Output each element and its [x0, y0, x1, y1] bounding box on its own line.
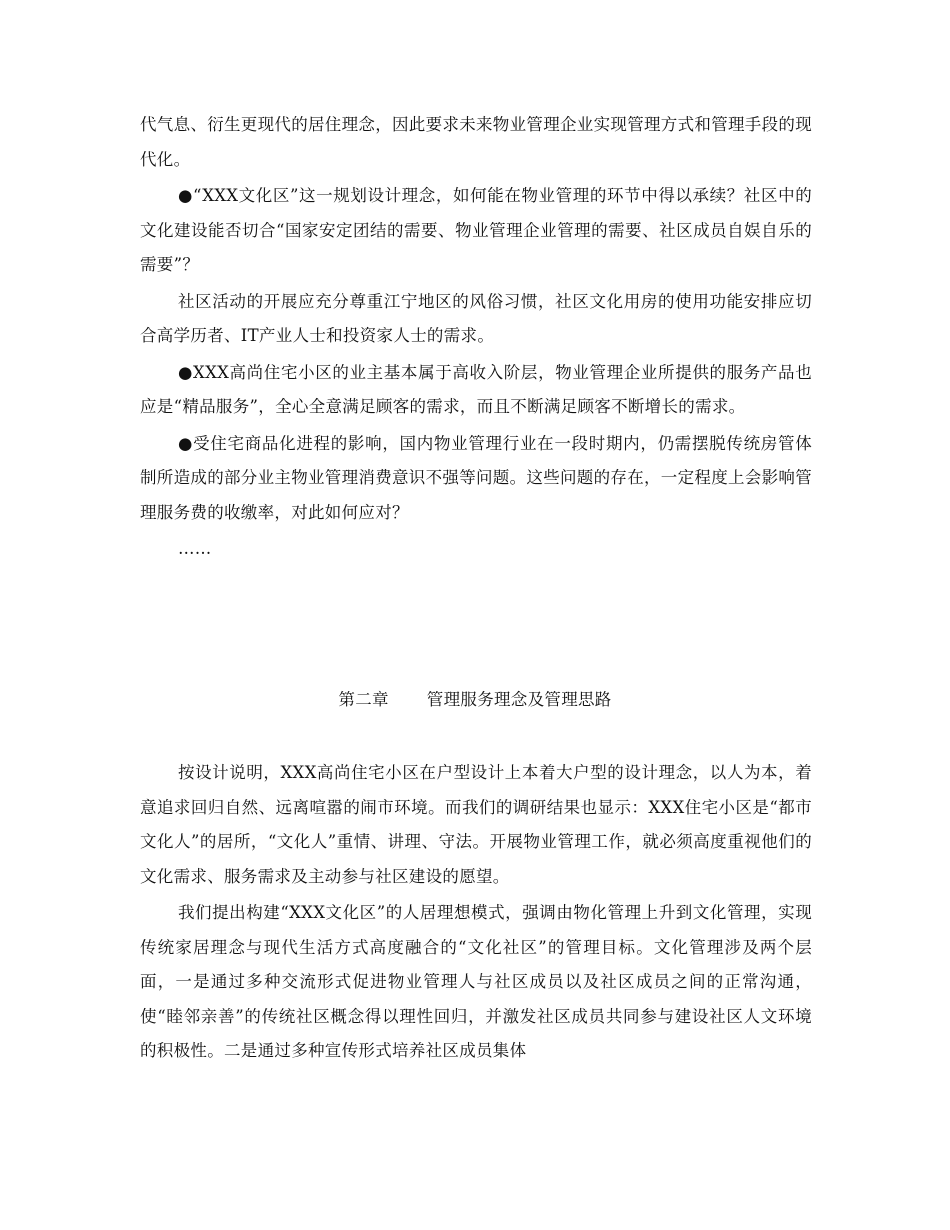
paragraph-bullet-culture-concept: ●“XXX文化区”这一规划设计理念，如何能在物业管理的环节中得以承续？社区中的文化建设能否切合“国家安定团结的需要、物业管理企业管理的需要、社区成员自娱自乐的需要”？	[140, 186, 812, 274]
paragraph-community-activities: 社区活动的开展应充分尊重江宁地区的风俗习惯，社区文化用房的使用功能安排应切合高学历者、IT产业人士和投资家人士的需求。	[140, 291, 812, 345]
section-one	[140, 108, 812, 569]
paragraph-continuation: 代气息、衍生更现代的居住理念，因此要求未来物业管理企业实现管理方式和管理手段的现代化。	[140, 115, 812, 169]
ellipsis: ……	[178, 539, 212, 558]
chapter-title: 管理服务理念及管理思路	[426, 690, 612, 709]
chapter-number: 第二章	[338, 690, 389, 709]
chapter-heading	[0, 686, 950, 710]
paragraph-bullet-fee-collection: ●受住宅商品化进程的影响，国内物业管理行业在一段时期内，仍需摆脱传统房管体制所造成的部分业主物业管理消费意识不强等问题。这些问题的存在，一定程度上会影响管理服务费的收缴率，对此如何应对？	[140, 433, 812, 522]
paragraph-bullet-premium-service: ●XXX高尚住宅小区的业主基本属于高收入阶层，物业管理企业所提供的服务产品也应是“精品服务”，全心全意满足顾客的需求，而且不断满足顾客不断增长的需求。	[140, 362, 812, 416]
paragraph-design-description: 按设计说明，XXX高尚住宅小区在户型设计上本着大户型的设计理念，以人为本，着意追求回归自然、远离喧嚣的闹市环境。而我们的调研结果也显示：XXX住宅小区是“都市文化人”的居所，“文化人”重情、讲理、守法。开展物业管理工作，就必须高度重视他们的文化需求、服务需求及主动参与社区建设的愿望。	[140, 763, 812, 886]
section-two	[140, 756, 812, 1071]
paragraph-culture-district-model: 我们提出构建“XXX文化区”的人居理想模式，强调由物化管理上升到文化管理，实现传统家居理念与现代生活方式高度融合的“文化社区”的管理目标。文化管理涉及两个层面，一是通过多种交流形式促进物业管理人与社区成员以及社区成员之间的正常沟通，使“睦邻亲善”的传统社区概念得以理性回归，并激发社区成员共同参与建设社区人文环境的积极性。二是通过多种宣传形式培养社区成员集体	[140, 903, 812, 1060]
